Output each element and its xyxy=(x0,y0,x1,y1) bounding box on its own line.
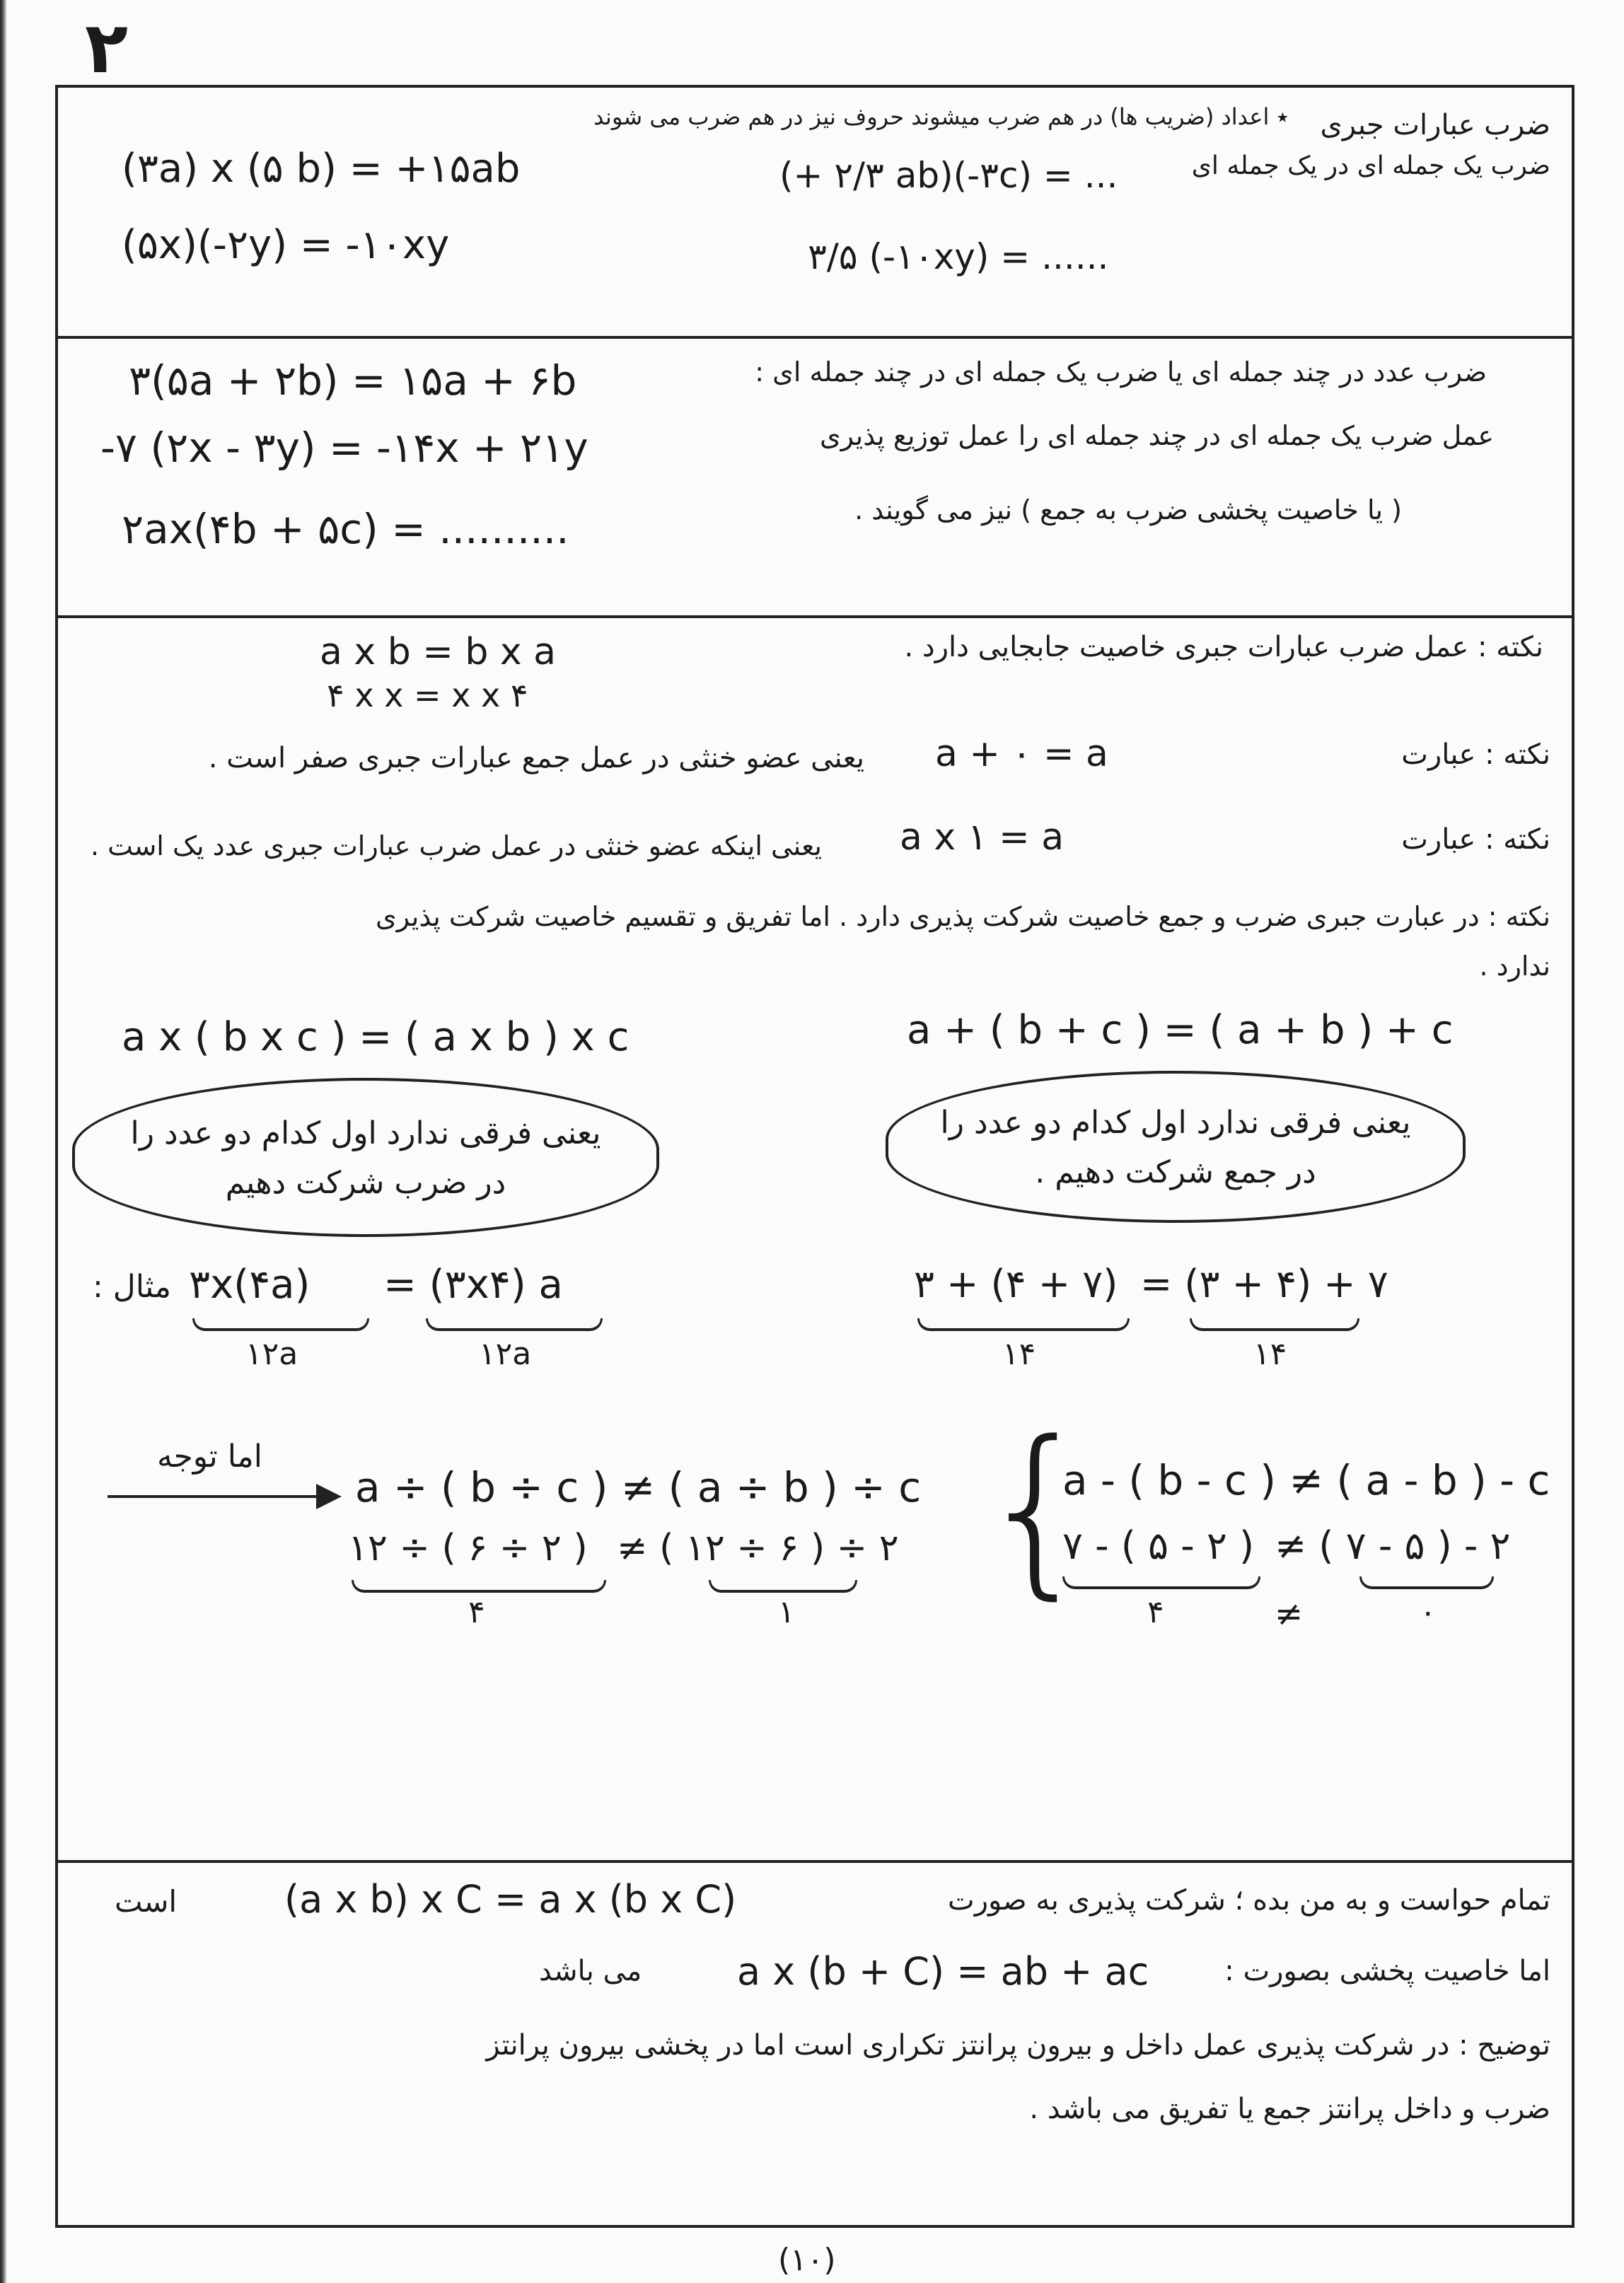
division-left-value: ۴ xyxy=(468,1594,485,1630)
section2-line3: ( یا خاصیت پخشی ضرب به جمع ) نیز می گویند . xyxy=(854,494,1402,525)
section1-note: ٭ اعداد (ضریب ها) در هم ضرب میشوند حروف نیز در هم ضرب می شوند xyxy=(593,103,1289,130)
summary-line2-text: اما خاصیت پخشی بصورت : xyxy=(1224,1955,1550,1987)
section2-eq2: -۷ (۲x - ۳y) = -۱۴x + ۲۱y xyxy=(100,424,588,472)
example-add-left-value: ۱۴ xyxy=(1002,1336,1036,1372)
note-multiplicative-identity-label: نکته : عبارت xyxy=(1401,823,1550,856)
page-edge-shadow xyxy=(0,0,7,2283)
example-mul-left-value: ۱۲a xyxy=(245,1336,298,1372)
section-summary xyxy=(58,1863,1572,2231)
note-additive-identity-math: a + ۰ = a xyxy=(935,733,1108,775)
subtraction-general: a - ( b - c ) ≠ ( a - b ) - c xyxy=(1062,1456,1550,1504)
section1-title-line2: ضرب یک جمله ای در یک جمله ای xyxy=(1191,151,1550,180)
page-number: (۱۰) xyxy=(778,2242,836,2278)
subtraction-example-right: ≠ ( ۷ - ۵ ) - ۲ xyxy=(1275,1523,1511,1568)
section-distributive xyxy=(58,339,1572,618)
section2-title: ضرب عدد در چند جمله ای یا ضرب یک جمله ای در چند جمله ای : xyxy=(755,356,1487,388)
underbrace-sub-right xyxy=(1359,1576,1494,1589)
division-example-left: ۱۲ ÷ ( ۶ ÷ ۲ ) xyxy=(348,1527,588,1569)
subtraction-values-neq: ≠ xyxy=(1275,1594,1304,1634)
example-add-left: ۳ + (۴ + ۷) xyxy=(914,1262,1118,1306)
section2-line2: عمل ضرب یک جمله ای در چند جمله ای را عمل توزیع پذیری xyxy=(819,420,1494,451)
commutative-eq2: ۴ x x = x x ۴ xyxy=(327,676,528,714)
example-mul-right: = (۳x۴) a xyxy=(383,1262,563,1308)
arrow-icon xyxy=(316,1484,342,1509)
cloud-addition-explanation xyxy=(886,1071,1466,1223)
section1-eq4: ۳/۵ (-۱۰xy) = ...... xyxy=(808,236,1109,277)
section-properties xyxy=(58,618,1572,1863)
commutative-eq1: a x b = b x a xyxy=(320,631,557,673)
subtraction-left-value: ۴ xyxy=(1147,1594,1164,1630)
associative-multiplication: a x ( b x c ) = ( a x b ) x c xyxy=(122,1014,630,1060)
curly-brace-left: { xyxy=(978,1402,1095,1616)
division-right-value: ۱ xyxy=(778,1594,795,1630)
note-associative-line1: نکته : در عبارت جبری ضرب و جمع خاصیت شرکت پذیری دارد . اما تفریق و تقسیم خاصیت شرکت پذیری xyxy=(376,901,1550,932)
note-multiplicative-identity-text: یعنی اینکه عضو خنثی در عمل ضرب عبارات جبری عدد یک است . xyxy=(91,830,822,861)
example-mul-right-value: ۱۲a xyxy=(479,1336,532,1372)
underbrace-mul-left xyxy=(192,1318,369,1331)
underbrace-div-left xyxy=(352,1580,606,1593)
underbrace-add-right xyxy=(1190,1318,1359,1331)
example-mul-left: ۳x(۴a) xyxy=(189,1262,311,1308)
note-multiplicative-identity-math: a x ۱ = a xyxy=(900,816,1065,859)
section1-eq3: (+ ۲/۳ ab)(-۳c) = ... xyxy=(779,155,1118,196)
summary-line2-math: a x (b + C) = ab + ac xyxy=(737,1949,1149,1994)
section1-eq2: (۵x)(-۲y) = -۱۰xy xyxy=(122,222,450,268)
section2-eq3: ۲ax(۴b + ۵c) = .......... xyxy=(122,505,569,553)
summary-line1-math: (a x b) x C = a x (b x C) xyxy=(284,1877,737,1922)
summary-line1-end: است xyxy=(115,1884,178,1919)
cloud-addition-text: یعنی فرقی ندارد اول کدام دو عدد را در جمع شرکت دهیم . xyxy=(940,1105,1411,1191)
associative-addition: a + ( b + c ) = ( a + b ) + c xyxy=(907,1007,1454,1053)
summary-explanation-line1: توضیح : در شرکت پذیری عمل داخل و بیرون پرانتز تکراری است اما در پخشی بیرون پرانتز xyxy=(486,2029,1550,2062)
section-monomial-multiplication xyxy=(58,88,1572,339)
division-general: a ÷ ( b ÷ c ) ≠ ( a ÷ b ) ÷ c xyxy=(355,1463,922,1511)
corner-page-mark: ۲ xyxy=(85,6,129,89)
cloud-multiplication-text: یعنی فرقی ندارد اول کدام دو عدد را در ضرب شرکت دهیم xyxy=(130,1115,601,1202)
cloud-multiplication-explanation xyxy=(72,1078,659,1237)
subtraction-right-value: ۰ xyxy=(1420,1594,1437,1630)
but-note-label: اما توجه xyxy=(157,1439,262,1475)
content-frame xyxy=(55,85,1574,2228)
example-add-right-value: ۱۴ xyxy=(1253,1336,1287,1372)
section2-eq1: ۳(۵a + ۲b) = ۱۵a + ۶b xyxy=(129,356,577,405)
underbrace-add-left xyxy=(917,1318,1130,1331)
note-commutative: نکته : عمل ضرب عبارات جبری خاصیت جابجایی دارد . xyxy=(904,631,1543,663)
note-additive-identity-text: یعنی عضو خنثی در عمل جمع عبارات جبری صفر است . xyxy=(208,742,864,774)
underbrace-sub-left xyxy=(1062,1576,1260,1589)
underbrace-mul-right xyxy=(426,1318,603,1331)
example-label: مثال : xyxy=(92,1269,171,1305)
underbrace-div-right xyxy=(709,1580,857,1593)
arrow-shaft xyxy=(108,1495,320,1498)
section1-eq1: (۳a) x (۵ b) = +۱۵ab xyxy=(122,146,521,192)
summary-line2-end: می باشد xyxy=(539,1955,642,1987)
summary-explanation-line2: ضرب و داخل پرانتز جمع یا تفریق می باشد . xyxy=(1029,2093,1550,2125)
note-associative-line2: ندارد . xyxy=(1479,951,1550,982)
subtraction-example-left: ۷ - ( ۵ - ۲ ) xyxy=(1062,1523,1255,1568)
note-additive-identity-label: نکته : عبارت xyxy=(1401,738,1550,771)
summary-line1-text: تمام حواست و به من بده ؛ شرکت پذیری به صورت xyxy=(948,1884,1550,1917)
section1-title-line1: ضرب عبارات جبری xyxy=(1320,109,1550,141)
division-example-right: ≠ ( ۱۲ ÷ ۶ ) ÷ ۲ xyxy=(617,1527,899,1569)
example-add-right: = (۳ + ۴) + ۷ xyxy=(1140,1262,1388,1306)
